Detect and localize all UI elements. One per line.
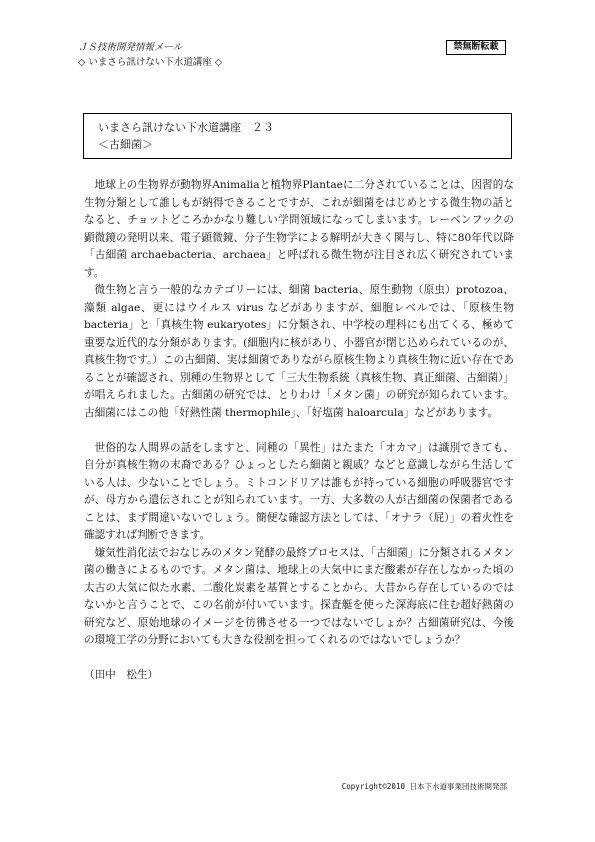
lecture-title: いまさら訊けない下水道講座 ２３	[98, 121, 274, 134]
series-name: ◇ いまさら訊けない下水道講座 ◇	[78, 57, 223, 68]
article-body	[84, 177, 514, 684]
lecture-subtitle: ＜古細菌＞	[98, 138, 153, 151]
copyright: Copyright©2010 日本下水道事業団技術開発部	[341, 782, 507, 791]
paragraph-3: 世俗的な人間界の話をしますと、同種の「異性」はたまた「オカマ」は識別できても、自分が真核生物の末裔である？ひょっとしたら細菌と親戚？などと意識しながら生活している人は、少ないことでしょう。ミトコンドリアは誰もが持っている細胞の呼吸器官ですが、母方から遺伝されことが知られています。一方、大多数の人が古細菌の保菌者であることは、まず間違いないでしょう。簡便な確認方法としては、「オナラ（屁）」の着火性を確認すれば判断できます。	[84, 441, 514, 541]
paragraph-gap	[84, 422, 514, 440]
paragraph-2: 微生物と言う一般的なカテゴリーには、細菌 bacteria、原生動物（原虫）protozoa、藻類 algae、更にはウイルス virus などがありますが、細胞レベルでは、「原核生物 bacteria」と「真核生物 eukaryotes」に分類され、中学校の理科にも出てくる、極めて重要な近代的な分類があります。(細胞内に核があり、小器官が閉じ込められているのが、真核生物です。）この古細菌、実は細菌でありながら原核生物より真核生物に近い存在であることが確認され、別種の生物界として「三大生物系統（真核生物、真正細菌、古細菌）」が唱えられました。古細菌の研究では、とりわけ「メタン菌」の研究が知られています。古細菌にはこの他「好熱性菌 thermophile」、「好塩菌 haloarcula」などがあります。	[84, 284, 514, 419]
no-reprint-notice: 禁無断転載	[446, 40, 506, 55]
newsletter-name: ＪＳ技術開発情報メール	[78, 42, 183, 53]
page-header	[78, 40, 222, 70]
title-box	[83, 113, 512, 159]
paragraph-1: 地球上の生物界が動物界Animaliaと植物界Plantaeに二分されていることは、因習的な生物分類として誰しもが納得できることですが、これが細菌をはじめとする微生物の話となると、チョットどころかかなり難しい学問領域になってしまいます。レーベンフックの顕微鏡の発明以来、電子顕微鏡、分子生物学による解明が大きく関与し、特に80年代以降「古細菌 archaebacteria、archaea」と呼ばれる微生物が注目され広く研究されています。	[84, 179, 514, 279]
author: （田中 松生）	[84, 668, 159, 681]
paragraph-4: 嫌気性消化法でおなじみのメタン発酵の最終プロセスは、「古細菌」に分類されるメタン菌の働きによるものです。メタン菌は、地球上の大気中にまだ酸素が存在しなかった頃の太古の大気に似た水素、二酸化炭素を基質とすることから、大昔から存在しているのではないかと言うことで、この名前が付いています。探査艇を使った深海底に住む超好熱菌の研究など、原始地球のイメージを彷彿させる一つではないでしょか？古細菌研究は、今後の環境工学の分野においても大きな役割を担ってくれるのではないでしょうか？	[84, 546, 514, 646]
